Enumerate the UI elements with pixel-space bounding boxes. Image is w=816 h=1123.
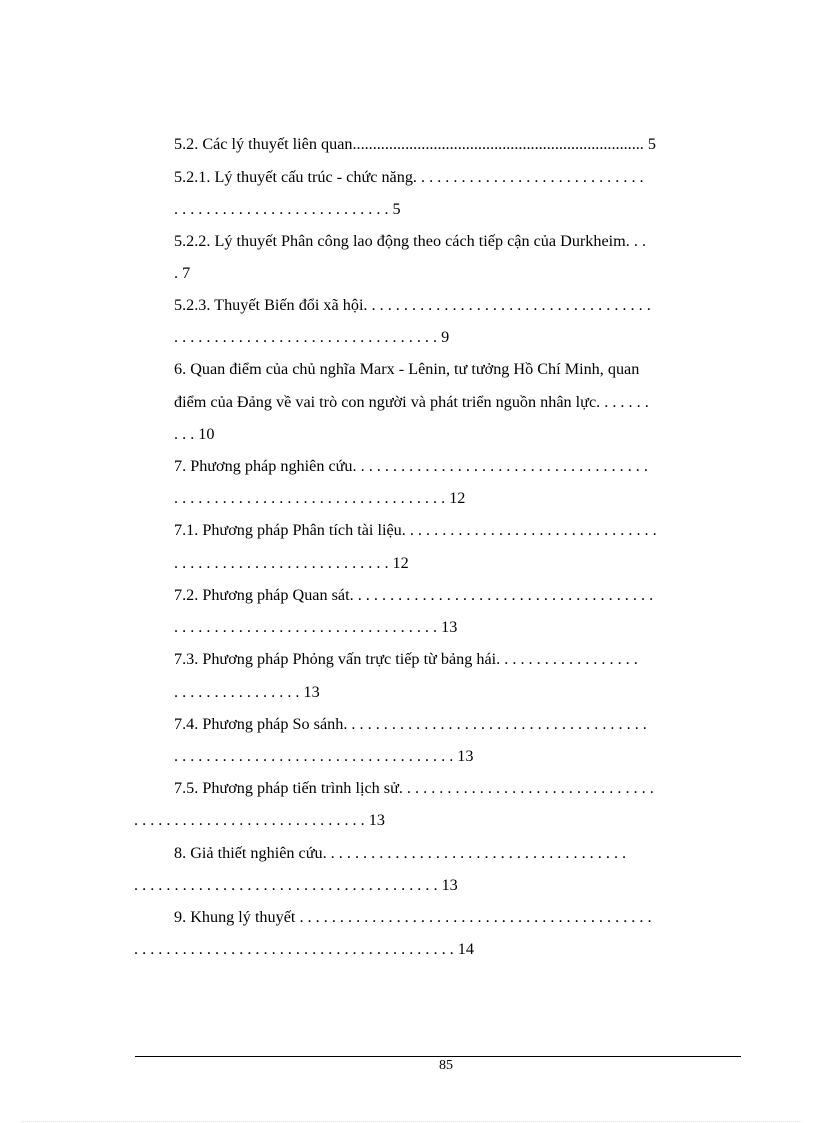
toc-entry-5-2-2-continued: . 7 bbox=[174, 264, 191, 282]
toc-entry-7-1: 7.1. Phương pháp Phân tích tài liệu. . . . . . . . . . . . . . . . . . . . . . . . . . . . . . . . bbox=[174, 521, 657, 539]
toc-entry-8-continued: . . . . . . . . . . . . . . . . . . . . . . . . . . . . . . . . . . . . . . 13 bbox=[134, 876, 458, 894]
toc-entry-6-continued: . . . 10 bbox=[174, 425, 215, 443]
footer-divider bbox=[135, 1056, 741, 1057]
toc-entry-7-1-continued: . . . . . . . . . . . . . . . . . . . . . . . . . . . 12 bbox=[174, 554, 409, 572]
toc-entry-7-continued: . . . . . . . . . . . . . . . . . . . . . . . . . . . . . . . . . . 12 bbox=[174, 489, 466, 507]
toc-entry-7-2-continued: . . . . . . . . . . . . . . . . . . . . . . . . . . . . . . . . . 13 bbox=[174, 618, 458, 636]
page-number: 85 bbox=[439, 1058, 453, 1073]
toc-entry-7: 7. Phương pháp nghiên cứu. . . . . . . . . . . . . . . . . . . . . . . . . . . . . . . . . . . . . bbox=[174, 457, 648, 475]
toc-entry-5-2: 5.2. Các lý thuyết liên quan........................................................................ 5 bbox=[174, 135, 656, 153]
toc-entry-7-3: 7.3. Phương pháp Phỏng vấn trực tiếp từ bảng hái. . . . . . . . . . . . . . . . . . bbox=[174, 650, 638, 668]
toc-entry-7-4-continued: . . . . . . . . . . . . . . . . . . . . . . . . . . . . . . . . . . . 13 bbox=[174, 747, 474, 765]
toc-entry-7-5: 7.5. Phương pháp tiến trình lịch sử. . . . . . . . . . . . . . . . . . . . . . . . . . . . . . . . bbox=[174, 779, 654, 797]
toc-entry-8: 8. Giả thiết nghiên cứu. . . . . . . . . . . . . . . . . . . . . . . . . . . . . . . . . . . . . . bbox=[174, 844, 627, 862]
toc-entry-5-2-2: 5.2.2. Lý thuyết Phân công lao động theo cách tiếp cận của Durkheim. . . bbox=[174, 232, 647, 250]
toc-entry-5-2-1: 5.2.1. Lý thuyết cấu trúc - chức năng. . . . . . . . . . . . . . . . . . . . . . . . . . . . . bbox=[174, 168, 644, 186]
toc-entry-9: 9. Khung lý thuyết . . . . . . . . . . . . . . . . . . . . . . . . . . . . . . . . . . . . . . . . . . . . bbox=[174, 908, 652, 926]
toc-entry-5-2-3: 5.2.3. Thuyết Biến đổi xã hội. . . . . . . . . . . . . . . . . . . . . . . . . . . . . . . . . . . . bbox=[174, 296, 651, 314]
toc-entry-7-4: 7.4. Phương pháp So sánh. . . . . . . . . . . . . . . . . . . . . . . . . . . . . . . . . . . . . . bbox=[174, 715, 647, 733]
page-bottom-border bbox=[22, 1121, 802, 1122]
toc-entry-6: 6. Quan điểm của chủ nghĩa Marx - Lênin, tư tưởng Hồ Chí Minh, quan bbox=[174, 360, 640, 378]
toc-entry-9-continued: . . . . . . . . . . . . . . . . . . . . . . . . . . . . . . . . . . . . . . . . 14 bbox=[134, 940, 474, 958]
toc-entry-7-3-continued: . . . . . . . . . . . . . . . . 13 bbox=[174, 683, 320, 701]
toc-entry-5-2-3-continued: . . . . . . . . . . . . . . . . . . . . . . . . . . . . . . . . . 9 bbox=[174, 328, 450, 346]
toc-entry-7-2: 7.2. Phương pháp Quan sát. . . . . . . . . . . . . . . . . . . . . . . . . . . . . . . . . . . . . . bbox=[174, 586, 654, 604]
toc-entry-6-line-2: điểm của Đảng về vai trò con người và phát triển nguồn nhân lực. . . . . . . bbox=[174, 393, 649, 411]
toc-entry-5-2-1-continued: . . . . . . . . . . . . . . . . . . . . . . . . . . . 5 bbox=[174, 200, 401, 218]
toc-entry-7-5-continued: . . . . . . . . . . . . . . . . . . . . . . . . . . . . . 13 bbox=[134, 811, 385, 829]
